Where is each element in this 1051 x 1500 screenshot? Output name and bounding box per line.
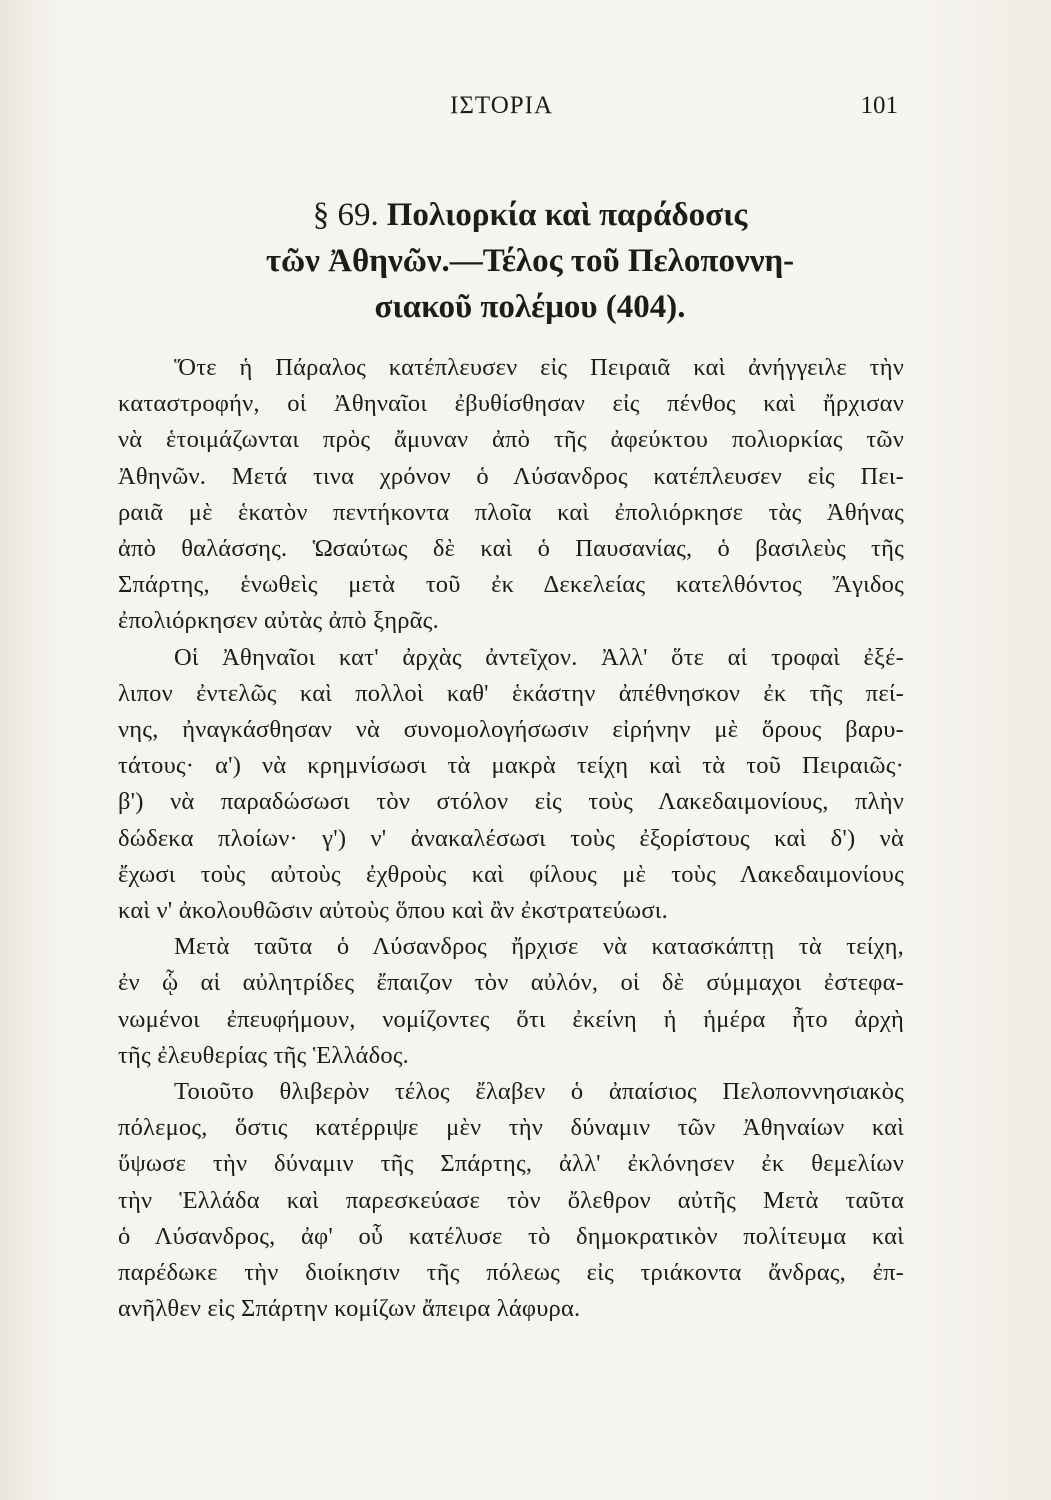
text-line: τάτους· α') νὰ κρημνίσωσι τὰ μακρὰ τείχη καὶ τὰ τοῦ Πειραιῶς· xyxy=(118,752,904,780)
page-header xyxy=(120,92,900,132)
section-heading-line-1 xyxy=(150,192,910,238)
text-line: ὁ Λύσανδρος, ἀφ' οὗ κατέλυσε τὸ δημοκρατικὸν πολίτευμα καὶ xyxy=(118,1222,904,1250)
paragraph xyxy=(118,350,904,640)
text-line: ανῆλθεν εἰς Σπάρτην κομίζων ἄπειρα λάφυρα. xyxy=(118,1295,581,1323)
section-heading xyxy=(150,192,910,330)
text-line: τὴν Ἑλλάδα καὶ παρεσκεύασε τὸν ὄλεθρον αὐτῆς Μετὰ ταῦτα xyxy=(118,1186,904,1214)
text-line: νὰ ἑτοιμάζωνται πρὸς ἄμυναν ἀπὸ τῆς ἀφεύκτου πολιορκίας τῶν xyxy=(118,426,904,454)
section-title-part: Πολιορκία καὶ παράδοσις xyxy=(386,197,748,233)
section-heading-line-3: σιακοῦ πολέμου (404). xyxy=(374,289,686,325)
paragraph xyxy=(118,1074,904,1327)
text-line: τῆς ἐλευθερίας τῆς Ἑλλάδος. xyxy=(118,1041,410,1069)
text-line: Τοιοῦτο θλιβερὸν τέλος ἔλαβεν ὁ ἀπαίσιος Πελοποννησιακὸς xyxy=(174,1078,904,1106)
text-line: νωμένοι ἐπευφήμουν, νομίζοντες ὅτι ἐκείνη ἡ ἡμέρα ἦτο ἀρχὴ xyxy=(118,1005,904,1033)
text-line: ἀπὸ θαλάσσης. Ὡσαύτως δὲ καὶ ὁ Παυσανίας, ὁ βασιλεὺς τῆς xyxy=(118,535,904,563)
running-head: ΙΣΤΟΡΙΑ xyxy=(450,92,554,119)
body-text xyxy=(118,350,904,1327)
text-line: καὶ ν' ἀκολουθῶσιν αὐτοὺς ὅπου καὶ ἂν ἐκστρατεύωσι. xyxy=(118,897,668,925)
text-line: Μετὰ ταῦτα ὁ Λύσανδρος ἤρχισε νὰ κατασκάπτῃ τὰ τείχη, xyxy=(174,933,904,961)
section-number: § 69. xyxy=(312,197,379,233)
page-number: 101 xyxy=(860,92,898,119)
text-line: ὕψωσε τὴν δύναμιν τῆς Σπάρτης, ἀλλ' ἐκλόνησεν ἐκ θεμελίων xyxy=(118,1150,904,1178)
text-line: Οἱ Ἀθηναῖοι κατ' ἀρχὰς ἀντεῖχον. Ἀλλ' ὅτε αἱ τροφαὶ ἐξέ- xyxy=(174,643,904,671)
text-line: Σπάρτης, ἑνωθεὶς μετὰ τοῦ ἐκ Δεκελείας κατελθόντος Ἄγιδος xyxy=(118,571,904,599)
text-line: ραιᾶ μὲ ἑκατὸν πεντήκοντα πλοῖα καὶ ἐπολιόρκησε τὰς Ἀθήνας xyxy=(118,498,904,526)
text-line: β') νὰ παραδώσωσι τὸν στόλον εἰς τοὺς Λακεδαιμονίους, πλὴν xyxy=(118,788,904,816)
text-line: δώδεκα πλοίων· γ') ν' ἀνακαλέσωσι τοὺς ἐξορίστους καὶ δ') νὰ xyxy=(118,824,904,852)
text-line: παρέδωκε τὴν διοίκησιν τῆς πόλεως εἰς τριάκοντα ἄνδρας, ἐπ- xyxy=(118,1259,904,1287)
text-line: ἐν ᾧ αἱ αὐλητρίδες ἔπαιζον τὸν αὐλόν, οἱ δὲ σύμμαχοι ἐστεφα- xyxy=(118,969,904,997)
text-line: πόλεμος, ὅστις κατέρριψε μὲν τὴν δύναμιν τῶν Ἀθηναίων καὶ xyxy=(118,1114,904,1142)
text-line: λιπον ἐντελῶς καὶ πολλοὶ καθ' ἑκάστην ἀπέθνησκον ἐκ τῆς πεί- xyxy=(118,679,904,707)
section-heading-line-2: τῶν Ἀθηνῶν.—Τέλος τοῦ Πελοποννη- xyxy=(265,243,795,279)
paragraph xyxy=(118,640,904,930)
text-line: Ὅτε ἡ Πάραλος κατέπλευσεν εἰς Πειραιᾶ καὶ ἀνήγγειλε τὴν xyxy=(174,354,904,381)
text-line: νης, ἠναγκάσθησαν νὰ συνομολογήσωσιν εἰρήνην μὲ ὅρους βαρυ- xyxy=(118,716,904,744)
text-line: ἐπολιόρκησεν αὐτὰς ἀπὸ ξηρᾶς. xyxy=(118,607,439,635)
text-line: καταστροφήν, οἱ Ἀθηναῖοι ἐβυθίσθησαν εἰς πένθος καὶ ἤρχισαν xyxy=(118,390,904,418)
text-line: Ἀθηνῶν. Μετά τινα χρόνον ὁ Λύσανδρος κατέπλευσεν εἰς Πει- xyxy=(118,462,904,490)
text-line: ἔχωσι τοὺς αὐτοὺς ἐχθροὺς καὶ φίλους μὲ τοὺς Λακεδαιμονίους xyxy=(118,860,904,888)
paragraph xyxy=(118,929,904,1074)
